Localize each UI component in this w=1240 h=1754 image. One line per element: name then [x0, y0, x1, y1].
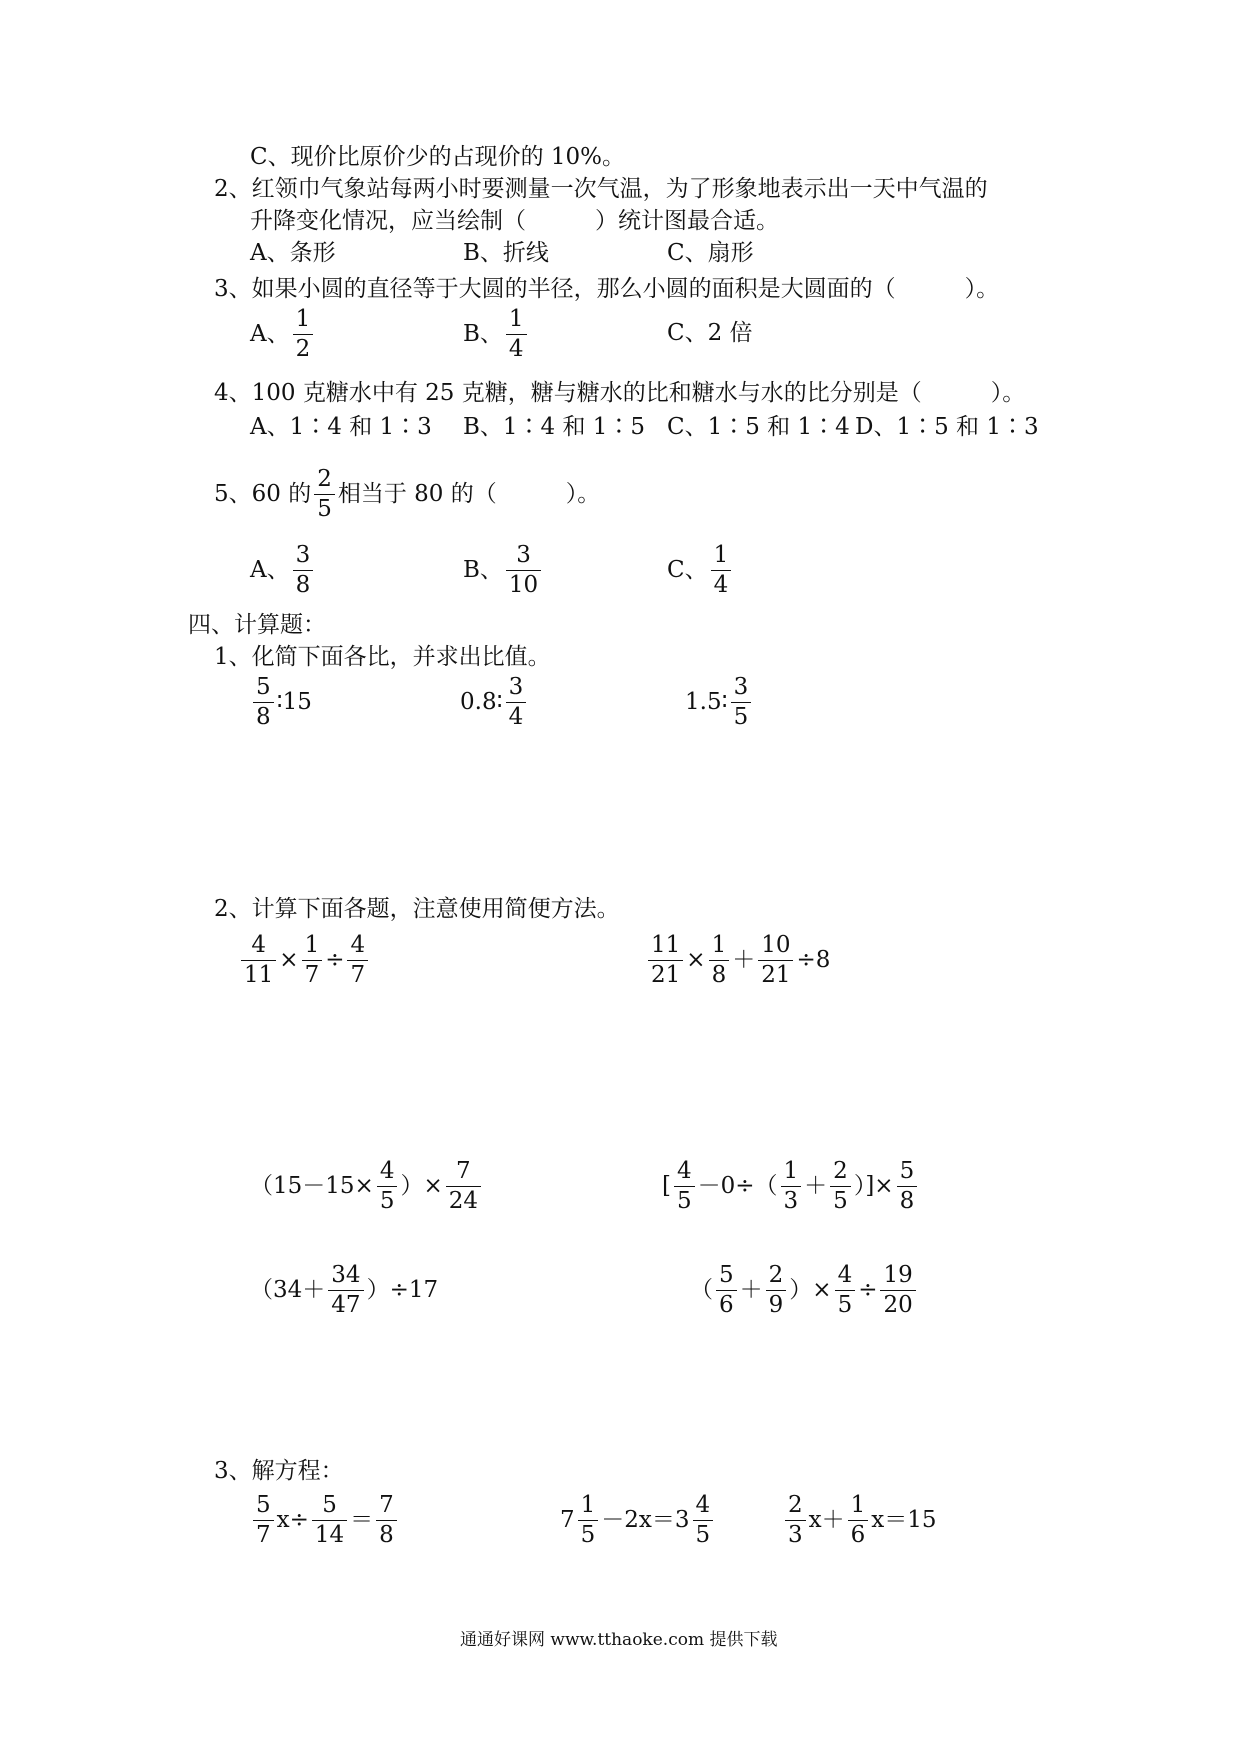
fraction: $\frac{3}{4}$	[506, 676, 527, 729]
q4-option-b: B、1∶4 和 1∶5	[463, 414, 646, 440]
operator: ×	[686, 947, 706, 973]
expr-text: x＝15	[871, 1507, 937, 1533]
expr-text: ）×	[789, 1277, 832, 1303]
expr-text: －0÷（	[697, 1173, 778, 1199]
p2-expr-5	[250, 1264, 438, 1317]
operator: ÷	[325, 947, 345, 973]
p3-equation-2	[560, 1494, 716, 1547]
p1-expr-2	[460, 676, 529, 729]
expr-text: （34＋	[250, 1277, 326, 1303]
p1-expr-1	[250, 676, 312, 729]
p2-expr-2	[645, 934, 830, 987]
fraction: $\frac{2}{5}$	[830, 1160, 851, 1213]
operator: ＋	[804, 1173, 828, 1199]
fraction: $\frac{7}{24}$	[446, 1160, 481, 1213]
q4-text: 4、100 克糖水中有 25 克糖，糖与糖水的比和糖水与水的比分别是（ ）。	[214, 380, 1026, 406]
option-label: A、	[250, 557, 290, 583]
q5-option-a	[250, 544, 316, 597]
expr-text: [	[662, 1173, 671, 1199]
fraction: $\frac{2}{5}$	[314, 468, 335, 521]
option-label: C、	[667, 557, 708, 583]
q2-option-c: C、扇形	[667, 240, 754, 266]
fraction: $\frac{4}{7}$	[347, 934, 368, 987]
expr-text: ∶15	[276, 689, 312, 715]
q2-text-line2: 升降变化情况，应当绘制（ ）统计图最合适。	[250, 208, 779, 234]
q5-text	[214, 468, 600, 521]
fraction: $\frac{1}{5}$	[578, 1494, 599, 1547]
operator: ×	[279, 947, 299, 973]
expr-text: x÷	[276, 1507, 309, 1533]
fraction: $\frac{2}{3}$	[785, 1494, 806, 1547]
q1-option-c: C、现价比原价少的占现价的 10%。	[250, 144, 626, 170]
option-label: B、	[463, 321, 503, 347]
fraction: $\frac{1}{8}$	[709, 934, 730, 987]
p2-title: 2、计算下面各题，注意使用简便方法。	[214, 896, 620, 922]
fraction: $\frac{1}{7}$	[302, 934, 323, 987]
q4-option-d: D、1∶5 和 1∶3	[855, 414, 1039, 440]
fraction: $\frac{19}{20}$	[880, 1264, 915, 1317]
fraction: $\frac{11}{21}$	[648, 934, 683, 987]
q3-option-a	[250, 308, 316, 361]
fraction: $\frac{4}{5}$	[674, 1160, 695, 1213]
q4-option-a: A、1∶4 和 1∶3	[250, 414, 432, 440]
option-label: A、	[250, 321, 290, 347]
expr-text: ）×	[400, 1173, 443, 1199]
p2-expr-3	[250, 1160, 484, 1213]
q5-option-b	[463, 544, 544, 597]
fraction: $\frac{5}{8}$	[253, 676, 274, 729]
fraction: $\frac{1}{6}$	[848, 1494, 869, 1547]
q3-option-b	[463, 308, 530, 361]
fraction: $\frac{5}{8}$	[897, 1160, 918, 1213]
p2-expr-6	[690, 1264, 919, 1317]
footer-note: 通通好课网 www.tthaoke.com 提供下载	[460, 1630, 778, 1650]
p2-expr-1	[238, 934, 371, 987]
option-label: B、	[463, 557, 503, 583]
q3-option-c: C、2 倍	[667, 320, 753, 346]
operator: ＋	[739, 1277, 763, 1303]
fraction: $\frac{4}{5}$	[693, 1494, 714, 1547]
fraction: $\frac{1}{4}$	[506, 308, 527, 361]
fraction: $\frac{3}{5}$	[731, 676, 752, 729]
fraction: $\frac{5}{7}$	[253, 1494, 274, 1547]
p3-equation-1	[250, 1494, 400, 1547]
expr-text: （15－15×	[250, 1173, 374, 1199]
fraction: $\frac{4}{5}$	[377, 1160, 398, 1213]
expr-text: 7	[560, 1507, 575, 1533]
section-title: 四、计算题：	[188, 612, 326, 638]
fraction: $\frac{1}{4}$	[711, 544, 732, 597]
fraction: $\frac{2}{9}$	[766, 1264, 787, 1317]
fraction: $\frac{3}{8}$	[293, 544, 314, 597]
expr-text: x＋	[808, 1507, 845, 1533]
fraction: $\frac{4}{5}$	[835, 1264, 856, 1317]
q5-prefix: 5、60 的	[214, 481, 312, 507]
q5-suffix: 相当于 80 的（ ）。	[337, 481, 601, 507]
expr-text: －2x＝3	[601, 1507, 690, 1533]
p3-title: 3、解方程：	[214, 1458, 344, 1484]
p2-expr-4	[662, 1160, 920, 1213]
expr-text: 0.8∶	[460, 689, 503, 715]
q2-option-a: A、条形	[250, 240, 336, 266]
operator: ÷	[858, 1277, 878, 1303]
fraction: $\frac{34}{47}$	[328, 1264, 363, 1317]
q4-option-c: C、1∶5 和 1∶4	[667, 414, 850, 440]
operator: ＋	[732, 947, 756, 973]
q3-text: 3、如果小圆的直径等于大圆的半径，那么小圆的面积是大圆面的（ ）。	[214, 276, 1000, 302]
operator: ＝	[350, 1507, 374, 1533]
p1-expr-3	[685, 676, 754, 729]
expr-text: ）]×	[853, 1173, 894, 1199]
fraction: $\frac{7}{8}$	[376, 1494, 397, 1547]
fraction: $\frac{4}{11}$	[241, 934, 276, 987]
fraction: $\frac{3}{10}$	[506, 544, 541, 597]
expr-text: 1.5∶	[685, 689, 728, 715]
fraction: $\frac{10}{21}$	[758, 934, 793, 987]
expr-text: ÷8	[796, 947, 831, 973]
fraction: $\frac{5}{14}$	[312, 1494, 347, 1547]
p3-equation-3	[782, 1494, 937, 1547]
q2-text-line1: 2、红领巾气象站每两小时要测量一次气温，为了形象地表示出一天中气温的	[214, 176, 988, 202]
q2-option-b: B、折线	[463, 240, 549, 266]
fraction: $\frac{1}{3}$	[781, 1160, 802, 1213]
p1-title: 1、化简下面各比，并求出比值。	[214, 644, 551, 670]
q5-option-c	[667, 544, 734, 597]
fraction: $\frac{1}{2}$	[293, 308, 314, 361]
expr-text: ）÷17	[366, 1277, 439, 1303]
fraction: $\frac{5}{6}$	[716, 1264, 737, 1317]
expr-text: （	[690, 1277, 713, 1303]
